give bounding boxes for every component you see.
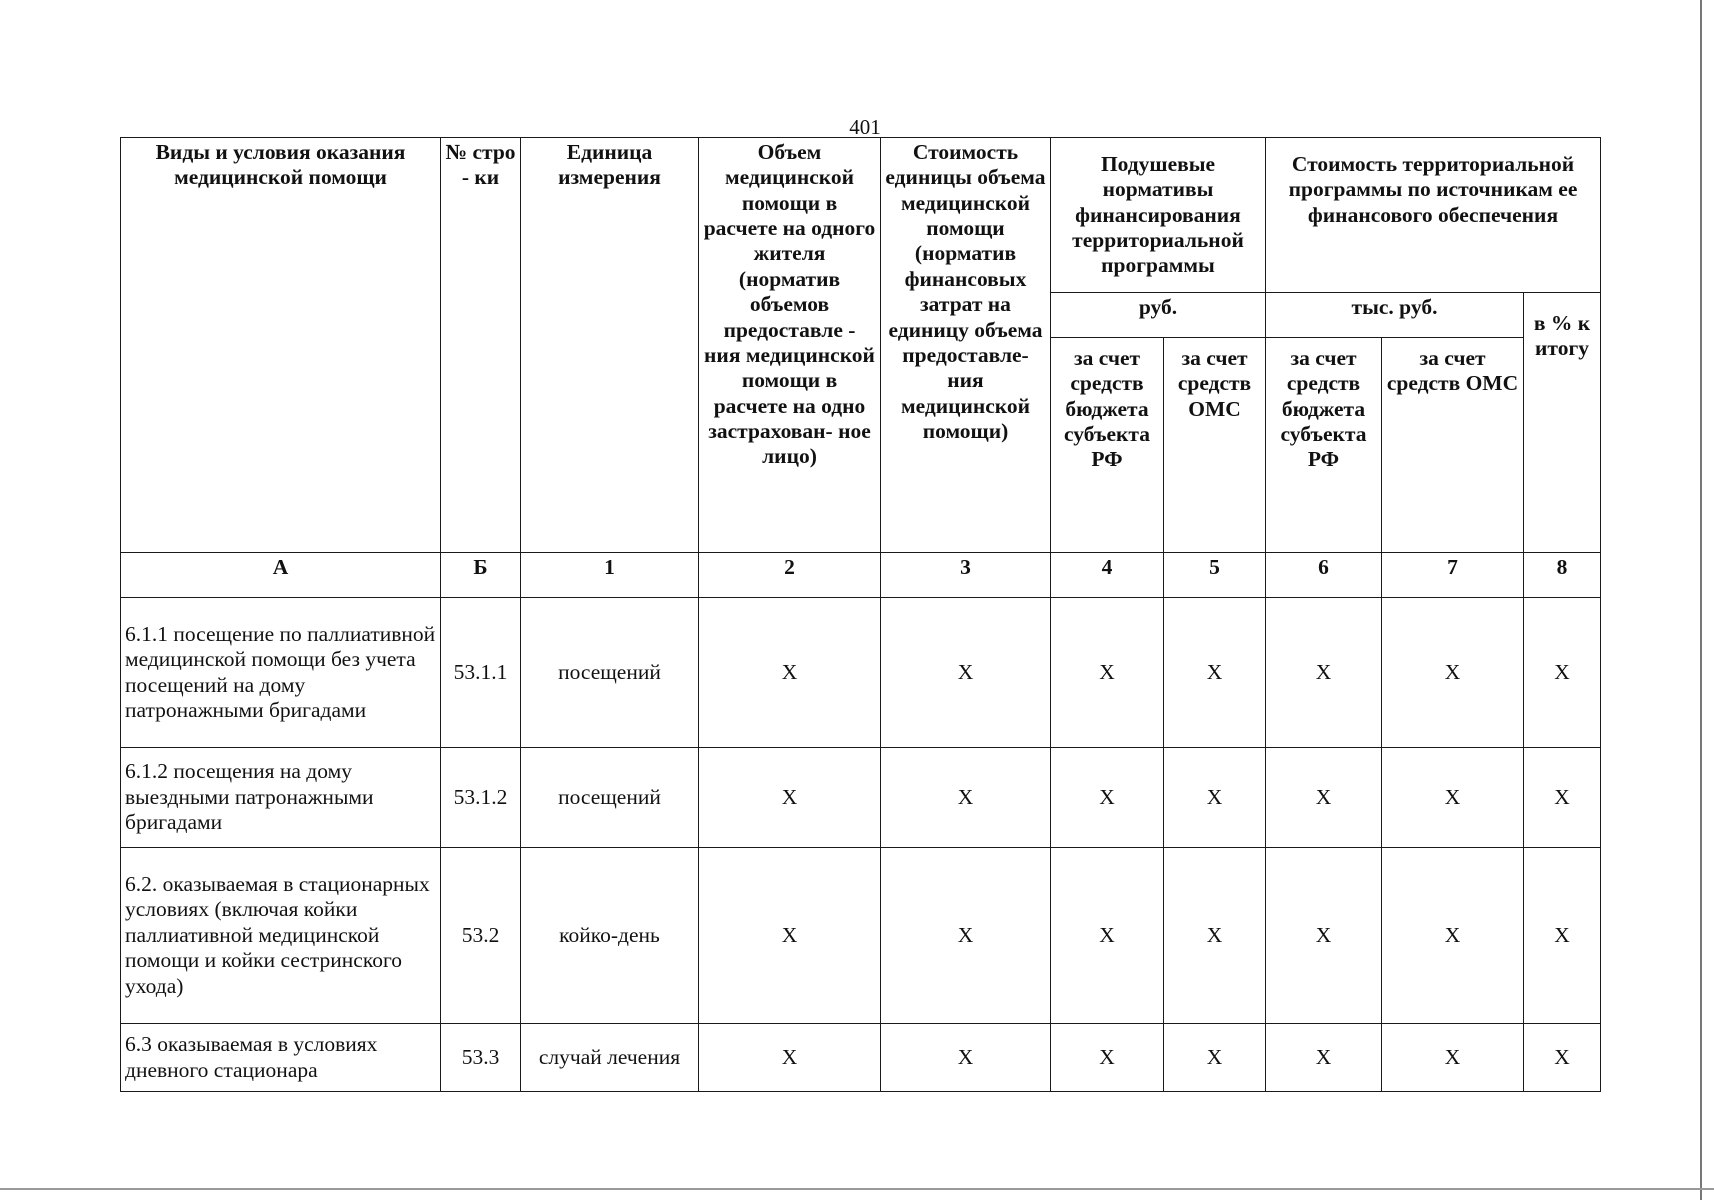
index-cell: А [121,553,441,598]
row-line-number: 53.1.1 [441,598,521,748]
value-cell: Х [699,598,881,748]
financing-table [120,137,1601,1092]
value-cell: Х [1266,598,1382,748]
value-cell: Х [881,848,1051,1024]
table-row [121,1024,1601,1092]
value-cell: Х [1164,598,1266,748]
page-number: 401 [849,115,881,139]
value-cell: Х [881,748,1051,848]
row-name: 6.2. оказываемая в стационарных условиях (включая койки паллиативной медицинской помощи и койки сестринского ухода) [121,848,441,1024]
value-cell: Х [699,748,881,848]
row-unit: посещений [521,748,699,848]
value-cell: Х [1051,848,1164,1024]
header-volume: Объем медицинской помощи в расчете на одного жителя (норматив объемов предоставле - ния медицинской помощи в расчете на одно застрахован- ное лицо) [699,138,881,553]
header-per-capita-group: Подушевые нормативы финансирования территориальной программы [1051,138,1266,293]
index-cell: 5 [1164,553,1266,598]
header-budget-rf: за счет средств бюджета субъекта РФ [1051,338,1164,553]
index-cell: Б [441,553,521,598]
row-line-number: 53.3 [441,1024,521,1092]
index-cell: 2 [699,553,881,598]
index-cell: 8 [1524,553,1601,598]
value-cell: Х [1382,1024,1524,1092]
value-cell: Х [1382,748,1524,848]
value-cell: Х [1266,748,1382,848]
value-cell: Х [1524,748,1601,848]
header-program-cost-group: Стоимость территориальной программы по источникам ее финансового обеспечения [1266,138,1601,293]
index-cell: 3 [881,553,1051,598]
value-cell: Х [1524,598,1601,748]
row-unit: случай лечения [521,1024,699,1092]
value-cell: Х [699,1024,881,1092]
header-unit: Единица измерения [521,138,699,553]
row-unit: посещений [521,598,699,748]
row-name: 6.1.2 посещения на дому выездными патронажными бригадами [121,748,441,848]
header-oms: за счет средств ОМС [1164,338,1266,553]
header-percent-total: в % к итогу [1524,293,1601,553]
table-row [121,848,1601,1024]
header-kinds-conditions: Виды и условия оказания медицинской помощи [121,138,441,553]
header-oms-2: за счет средств ОМС [1382,338,1524,553]
value-cell: Х [1266,848,1382,1024]
value-cell: Х [881,598,1051,748]
value-cell: Х [1266,1024,1382,1092]
row-line-number: 53.2 [441,848,521,1024]
value-cell: Х [1051,1024,1164,1092]
value-cell: Х [1051,748,1164,848]
scan-bottom-line [0,1188,1714,1190]
header-line-number: № стро - ки [441,138,521,553]
index-cell: 4 [1051,553,1164,598]
value-cell: Х [1051,598,1164,748]
value-cell: Х [1524,1024,1601,1092]
index-cell: 6 [1266,553,1382,598]
value-cell: Х [1164,748,1266,848]
table-row [121,748,1601,848]
header-budget-rf-2: за счет средств бюджета субъекта РФ [1266,338,1382,553]
row-unit: койко-день [521,848,699,1024]
value-cell: Х [1524,848,1601,1024]
header-unit-thousand-rub: тыс. руб. [1266,293,1524,338]
index-cell: 1 [521,553,699,598]
index-cell: 7 [1382,553,1524,598]
row-line-number: 53.1.2 [441,748,521,848]
value-cell: Х [1164,848,1266,1024]
row-name: 6.3 оказываемая в условиях дневного стационара [121,1024,441,1092]
header-unit-rub: руб. [1051,293,1266,338]
table-row [121,598,1601,748]
value-cell: Х [1164,1024,1266,1092]
header-unit-cost: Стоимость единицы объема медицинской помощи (норматив финансовых затрат на единицу объема предоставле- ния медицинской помощи) [881,138,1051,553]
value-cell: Х [699,848,881,1024]
value-cell: Х [881,1024,1051,1092]
value-cell: Х [1382,848,1524,1024]
value-cell: Х [1382,598,1524,748]
scan-edge-line [1700,0,1702,1200]
row-name: 6.1.1 посещение по паллиативной медицинской помощи без учета посещений на дому патронажными бригадами [121,598,441,748]
